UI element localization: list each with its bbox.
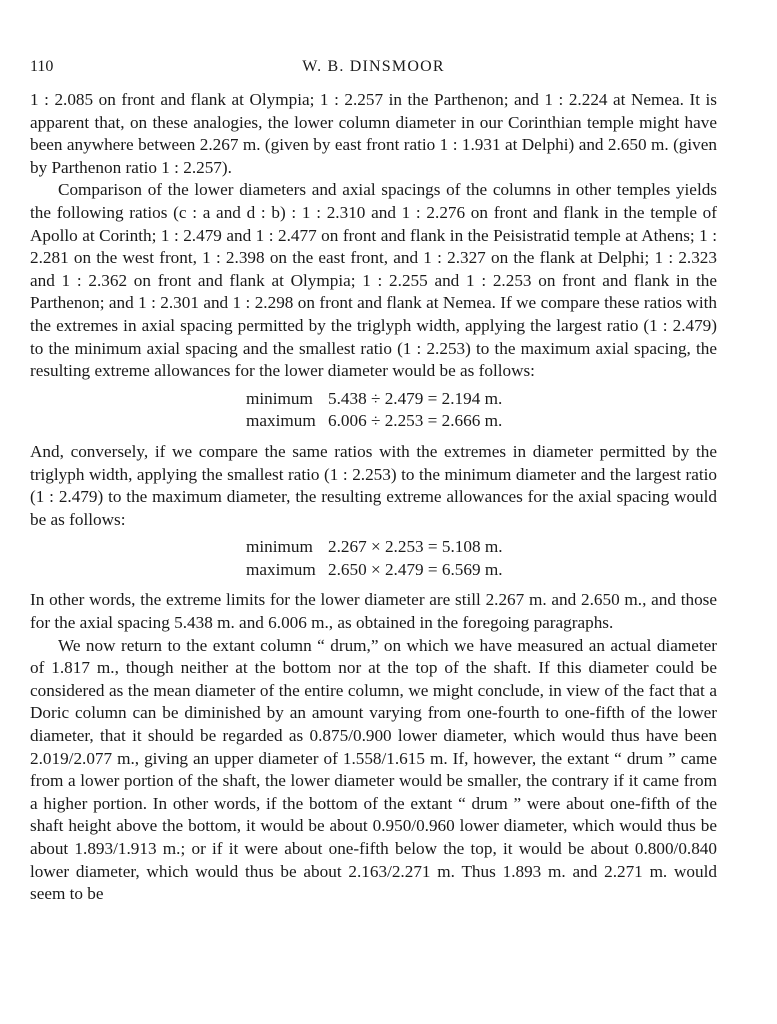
equation-expression: 2.650 × 2.479 = 6.569 m. [328,559,503,579]
equation-expression: 2.267 × 2.253 = 5.108 m. [328,537,503,557]
paragraph-drum: We now return to the extant column “ drum,” on which we have measured an actual diameter of 1.817 m., though neither at the bottom nor at the top of the shaft. If this diameter could be considered as the mean diameter of the entire column, we might conclude, in view of the fact that a Doric column can be diminished by an amount varying from one-fourth to one-fifth of the lower diameter, that it should be regarded as 0.875/0.900 lower diameter, which would thus have been 2.019/2.077 m., giving an upper diameter of 1.558/1.615 m. If, however, the extant “ drum ” came from a lower portion of the shaft, the lower diameter would be smaller, the contrary if it came from a higher portion. In other words, if the bottom of the extant “ drum ” were about one-fifth of the shaft height above the bottom, it would be about 0.950/0.960 lower diameter, which would thus be about 1.893/1.913 m.; or if it were about one-fifth below the top, it would be about 0.800/0.840 lower diameter, which would thus be about 2.163/2.271 m. Thus 1.893 m. and 2.271 m. would seem to be [30,635,717,904]
equation-expression: 5.438 ÷ 2.479 = 2.194 m. [328,388,503,408]
equation-line [246,388,717,411]
equation-label: minimum [246,388,313,408]
equation-label: minimum [246,537,313,557]
equation-line [246,536,717,559]
paragraph-continued: 1 : 2.085 on front and flank at Olympia; 1 : 2.257 in the Parthenon; and 1 : 2.224 at Nemea. It is apparent that, on these analogies, the lower column diameter in our Corinthian temple might have been anywhere between 2.267 m. (given by east front ratio 1 : 1.931 at Delphi) and 2.650 m. (given by Parthenon ratio 1 : 2.257). [30,90,717,177]
equation-label: maximum [246,411,316,431]
equation-label: maximum [246,559,316,579]
equation-expression: 6.006 ÷ 2.253 = 2.666 m. [328,411,503,431]
page-number: 110 [30,58,54,75]
equation-block-spacing [30,536,717,581]
running-head [30,56,717,78]
paragraph-conversely: And, conversely, if we compare the same ratios with the extremes in diameter permitted by the triglyph width, applying the smallest ratio (1 : 2.253) to the minimum diameter and the largest ratio (1 : 2.479) to the maximum diameter, the resulting extreme allowances for the axial spacing would be as follows: [30,441,717,529]
equation-line [246,410,717,433]
running-title: W. B. DINSMOOR [302,58,445,75]
paragraph-other-words: In other words, the extreme limits for the lower diameter are still 2.267 m. and 2.650 m., and those for the axial spacing 5.438 m. and 6.006 m., as obtained in the foregoing paragraphs. [30,590,717,633]
body-text [30,89,717,906]
equation-line [246,559,717,582]
paragraph-ratios: Comparison of the lower diameters and axial spacings of the columns in other temples yields the following ratios (c : a and d : b) : 1 : 2.310 and 1 : 2.276 on front and flank in the temple of Apollo at Corinth; 1 : 2.479 and 1 : 2.477 on front and flank in the Peisistratid temple at Athens; 1 : 2.281 on the west front, 1 : 2.398 on the east front, and 1 : 2.327 on the flank at Delphi; 1 : 2.323 and 1 : 2.362 on front and flank at Olympia; 1 : 2.255 and 1 : 2.253 on front and flank in the Parthenon; and 1 : 2.301 and 1 : 2.298 on front and flank at Nemea. If we compare these ratios with the extremes in axial spacing permitted by the triglyph width, applying the largest ratio (1 : 2.479) to the minimum axial spacing and the smallest ratio (1 : 2.253) to the maximum axial spacing, the resulting extreme allowances for the lower diameter would be as follows: [30,180,717,381]
equation-block-diameter [30,388,717,433]
